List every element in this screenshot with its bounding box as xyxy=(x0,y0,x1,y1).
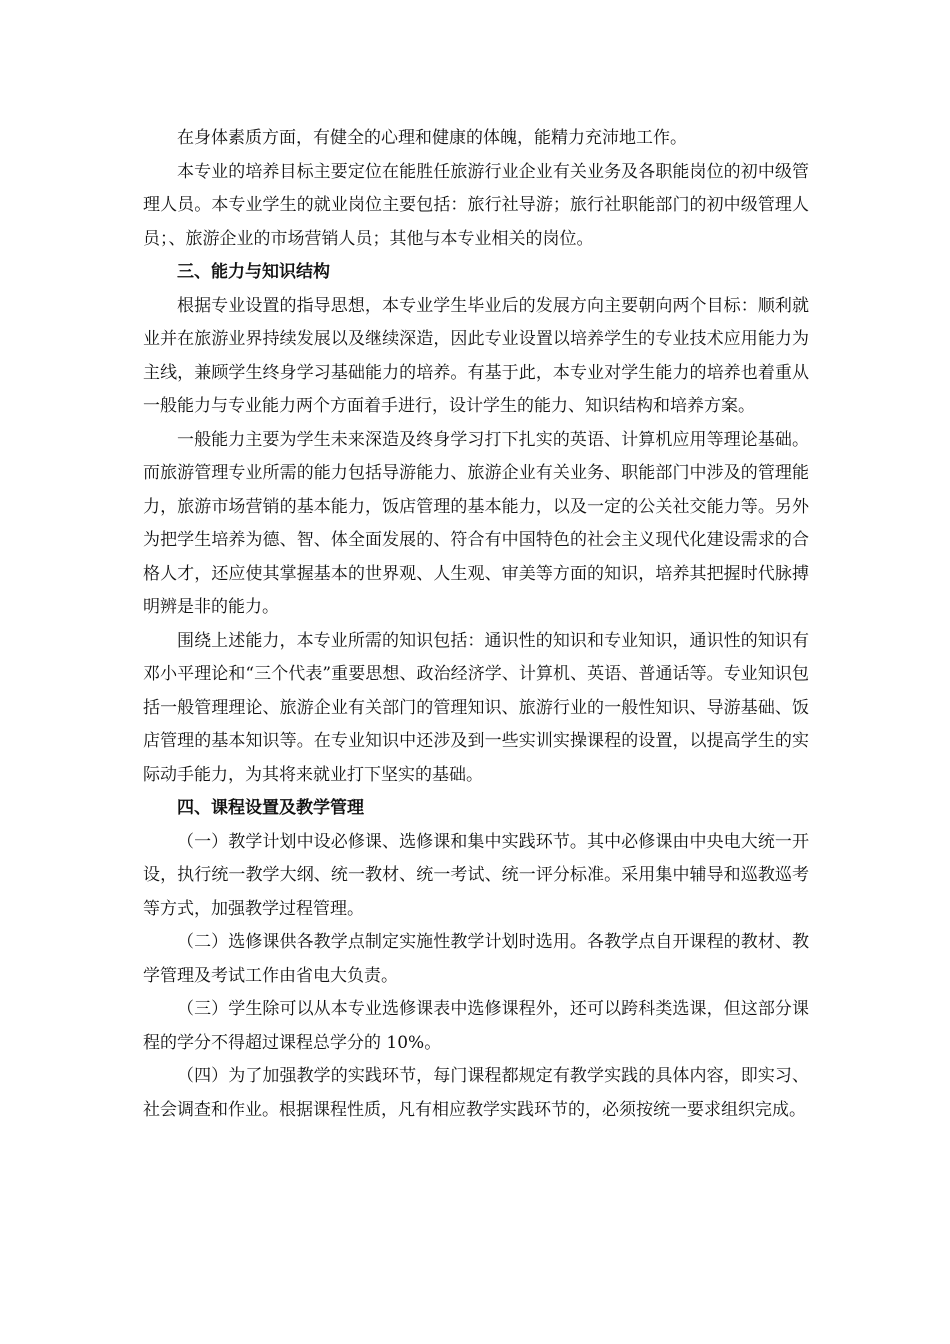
paragraph-item-2: （二）选修课供各教学点制定实施性教学计划时选用。各教学点自开课程的教材、教学管理及考试工作由省电大负责。 xyxy=(143,932,809,986)
paragraph-physical-quality: 在身体素质方面，有健全的心理和健康的体魄，能精力充沛地工作。 xyxy=(177,128,687,148)
paragraph-training-goal: 本专业的培养目标主要定位在能胜任旅游行业企业有关业务及各职能岗位的初中级管理人员。本专业学生的就业岗位主要包括：旅行社导游；旅行社职能部门的初中级管理人员；、旅游企业的市场营销人员；其他与本专业相关的岗位。 xyxy=(143,161,809,249)
paragraph-required-knowledge: 围绕上述能力，本专业所需的知识包括：通识性的知识和专业知识，通识性的知识有邓小平理论和“三个代表”重要思想、政治经济学、计算机、英语、普通话等。专业知识包括一般管理理论、旅游企业有关部门的管理知识、旅游行业的一般性知识、导游基础、饭店管理的基本知识等。在专业知识中还涉及到一些实训实操课程的设置，以提高学生的实际动手能力，为其将来就业打下坚实的基础。 xyxy=(143,630,809,785)
paragraph-item-1: （一）教学计划中设必修课、选修课和集中实践环节。其中必修课由中央电大统一开设，执行统一教学大纲、统一教材、统一考试、统一评分标准。采用集中辅导和巡教巡考等方式，加强教学过程管理。 xyxy=(143,831,809,919)
section-heading-ability-knowledge: 三、能力与知识结构 xyxy=(177,262,330,282)
paragraph-item-3: （三）学生除可以从本专业选修课表中选修课程外，还可以跨科类选课，但这部分课程的学分不得超过课程总学分的 10%。 xyxy=(143,999,809,1053)
paragraph-general-ability: 一般能力主要为学生未来深造及终身学习打下扎实的英语、计算机应用等理论基础。而旅游管理专业所需的能力包括导游能力、旅游企业有关业务、职能部门中涉及的管理能力，旅游市场营销的基本能力，饭店管理的基本能力，以及一定的公关社交能力等。另外为把学生培养为德、智、体全面发展的、符合有中国特色的社会主义现代化建设需求的合格人才，还应使其掌握基本的世界观、人生观、审美等方面的知识，培养其把握时代脉搏明辨是非的能力。 xyxy=(143,429,809,617)
section-heading-curriculum: 四、课程设置及教学管理 xyxy=(177,798,364,818)
paragraph-guiding-idea: 根据专业设置的指导思想，本专业学生毕业后的发展方向主要朝向两个目标：顺利就业并在旅游业界持续发展以及继续深造，因此专业设置以培养学生的专业技术应用能力为主线，兼顾学生终身学习基础能力的培养。有基于此，本专业对学生能力的培养也着重从一般能力与专业能力两个方面着手进行，设计学生的能力、知识结构和培养方案。 xyxy=(143,295,809,416)
paragraph-item-4: （四）为了加强教学的实践环节，每门课程都规定有教学实践的具体内容，即实习、社会调查和作业。根据课程性质，凡有相应教学实践环节的，必须按统一要求组织完成。 xyxy=(143,1066,809,1120)
document-body xyxy=(143,122,809,1127)
